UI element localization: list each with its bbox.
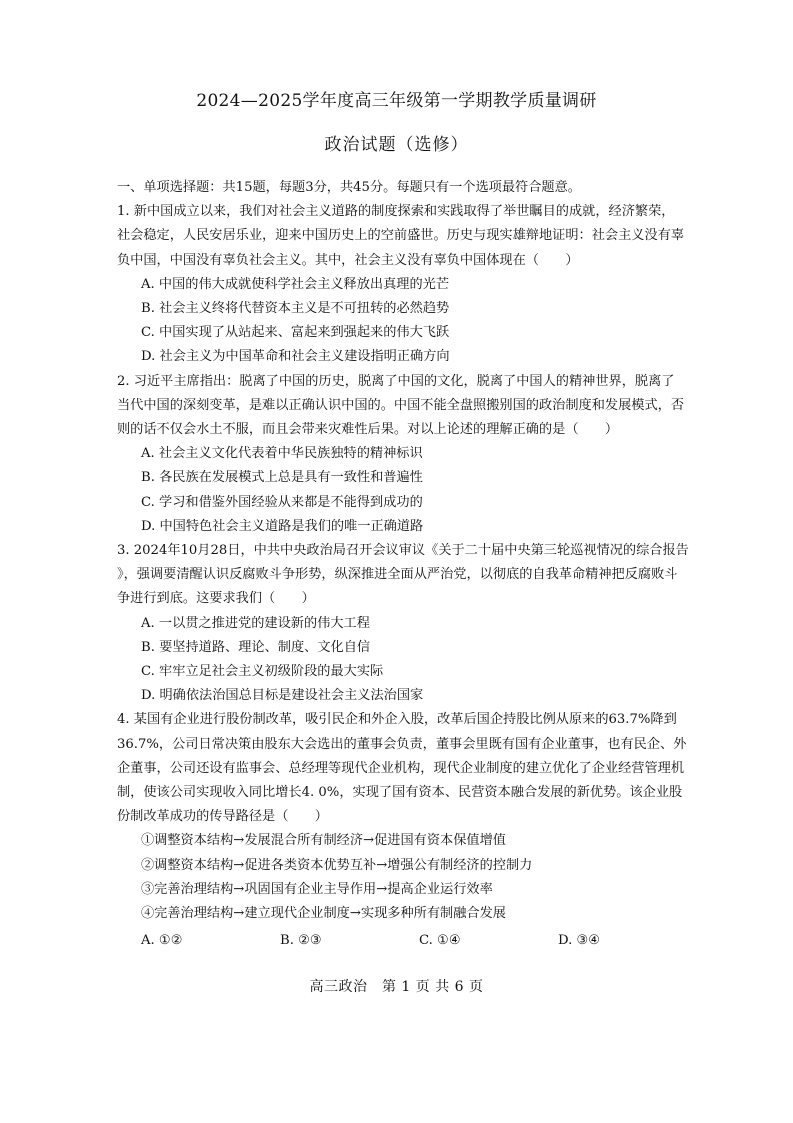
option-d: D. 明确依法治国总目标是建设社会主义法治国家 [141,688,424,704]
question-stem-line: 制，使该公司实现收入同比增长4. 0%，实现了国有资本、民营资本融合发展的新优势。该企业股 [117,785,683,801]
question-stem-line: 则的话不仅会水土不服，而且会带来灾难性后果。对以上论述的理解正确的是（ ） [117,422,619,438]
option-b: B. 社会主义终将代替资本主义是不可扭转的必然趋势 [141,301,450,317]
option-a: A. 社会主义文化代表着中华民族独特的精神标识 [141,446,423,462]
question-stem-line: 2. 习近平主席指出：脱离了中国的历史，脱离了中国的文化，脱离了中国人的精神世界，脱离了 [117,373,675,389]
question-stem-line: 份制改革成功的传导路径是（ ） [117,809,328,825]
option-c: C. 学习和借鉴外国经验从来都是不能得到成功的 [141,494,423,510]
statement-4: ④完善治理结构→建立现代企业制度→实现多种所有制融合发展 [141,906,506,922]
question-stem-line: 争进行到底。这要求我们（ ） [117,591,315,607]
question-stem-line: 36.7%，公司日常决策由股东大会选出的董事会负责，董事会里既有国有企业董事，也有民企、外 [117,736,687,752]
answer-choices [117,928,697,954]
question-1 [117,200,697,369]
question-2 [117,370,697,539]
question-stem-line: 4. 某国有企业进行股份制改革，吸引民企和外企入股，改革后国企持股比例从原来的63.7%降到 [117,712,677,728]
choice-b: B. ②③ [280,933,322,949]
question-3 [117,539,697,708]
question-stem-line: 3. 2024年10月28日，中共中央政治局召开会议审议《关于二十届中央第三轮巡视情况的综合报告 [117,543,689,559]
statement-3: ③完善治理结构→巩固国有企业主导作用→提高企业运行效率 [141,881,493,897]
statement-1: ①调整资本结构→发展混合所有制经济→促进国有资本保值增值 [141,833,506,849]
option-c: C. 牢牢立足社会主义初级阶段的最大实际 [141,664,384,680]
question-4 [117,708,697,954]
option-b: B. 要坚持道路、理论、制度、文化自信 [141,639,371,655]
statement-2: ②调整资本结构→促进各类资本优势互补→增强公有制经济的控制力 [141,857,533,873]
question-stem-line: 社会稳定，人民安居乐业，迎来中国历史上的空前盛世。历史与现实雄辩地证明：社会主义没有辜 [117,228,685,244]
question-stem-line: 当代中国的深刻变革，是难以正确认识中国的。中国不能全盘照搬别国的政治制度和发展模式，否 [117,397,685,413]
choice-d: D. ③④ [558,933,601,949]
option-a: A. 中国的伟大成就使科学社会主义释放出真理的光芒 [141,276,450,292]
exam-content [117,176,697,954]
question-stem-line: 1. 新中国成立以来，我们对社会主义道路的制度探索和实践取得了举世瞩目的成就，经济繁荣， [117,204,675,220]
question-stem-line: 负中国，中国没有辜负社会主义。其中，社会主义没有辜负中国体现在（ ） [117,252,579,268]
option-b: B. 各民族在发展模式上总是具有一致性和普遍性 [141,470,423,486]
option-d: D. 社会主义为中国革命和社会主义建设指明正确方向 [141,349,450,365]
question-stem-line: 企董事，公司还设有监事会、总经理等现代企业机构，现代企业制度的建立优化了企业经营管理机 [117,760,685,776]
option-d: D. 中国特色社会主义道路是我们的唯一正确道路 [141,518,424,534]
section-heading: 一、单项选择题：共15题，每题3分，共45分。每题只有一个选项最符合题意。 [117,180,581,195]
option-a: A. 一以贯之推进党的建设新的伟大工程 [141,615,370,631]
choice-c: C. ①④ [419,933,461,949]
exam-title: 2024—2025学年度高三年级第一学期教学质量调研 [196,91,597,111]
choice-a: A. ①② [141,933,183,949]
option-c: C. 中国实现了从站起来、富起来到强起来的伟大飞跃 [141,325,450,341]
question-stem-line: 》，强调要清醒认识反腐败斗争形势，纵深推进全面从严治党，以彻底的自我革命精神把反腐败斗 [117,567,678,583]
exam-subtitle: 政治试题（选修） [324,135,469,155]
page-footer: 高三政治 第 1 页 共 6 页 [309,979,484,995]
